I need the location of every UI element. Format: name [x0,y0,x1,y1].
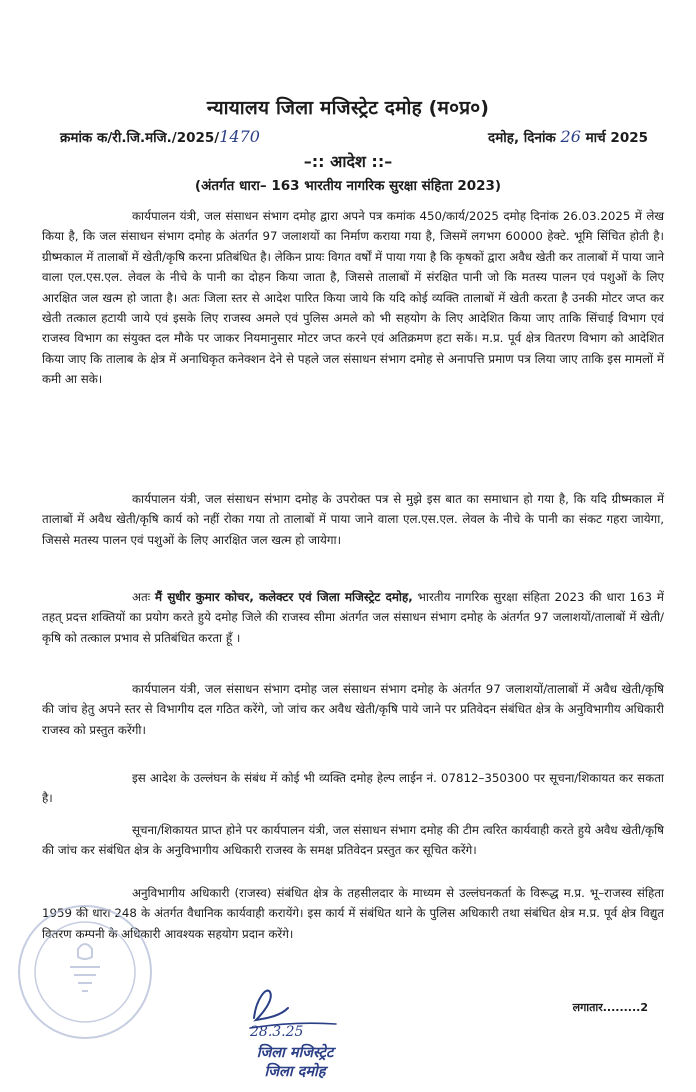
order-text: भारतीय नागरिक सुरक्षा संहिता 2023 की धारा 163 में तहत् प्रदत्त शक्तियों का प्रयोग करते हुये दमोह जिले की राजस्व सीमा अंतर्गत जल संसाधन संभाग दमोह के अंतर्गत 97 जलाशयों/तालाबों में खेती/कृषि को तत्काल प्रभाव से प्रतिबंधित करता हूँ । [42,590,664,645]
paragraph-helpline: इस आदेश के उल्लंघन के संबंध में कोई भी व्यक्ति दमोह हेल्प लाईन नं. 07812–350300 पर सूचना/शिकायत कर सकता है। [42,771,664,806]
date-day-handwritten: 26 [560,127,581,146]
court-title: न्यायालय जिला मजिस्ट्रेट दमोह (म०प्र०) [206,97,490,119]
reference-prefix: क्रमांक क/री.जि.मजि./2025/ [60,130,220,146]
reference-number [60,127,260,146]
paragraph-request: कार्यपालन यंत्री, जल संसाधन संभाग दमोह द्वारा अपने पत्र कमांक 450/कार्य/2025 दमोह दिनांक 26.03.2025 में लेख किया है, कि जल संसाधन संभाग दमोह के अंतर्गत 97 जलाशयों का निर्माण कराया गया है, जिसमें लगभग 60000 हेक्टे. भूमि सिंचित होती है। ग्रीष्मकाल में तालाबों में खेती/कृषि करना प्रतिबंधित है। लेकिन प्रायः विगत वर्षों में पाया गया है कि कृषकों द्वारा अवैध खेती कर तालाबों में पाया जाने वाला एल.एस.एल. लेवल के नीचे के पानी का दोहन किया जाता है, जिससे तालाबों में संरक्षित पानी जो कि मतस्य पालन एवं पशुओं के लिए आरक्षित जल खत्म हो जाता है। अतः जिला स्तर से आदेश पारित किया जाये कि यदि कोई व्यक्ति तालाबों में खेती करता है उनकी मोटर जप्त कर खेती तत्काल हटायी जाये एवं इसके लिए राजस्व अमले एवं पुलिस अमले को भी सहयोग के लिए आदेशित किया जाए ताकि सिंचाई विभाग एवं राजस्व विभाग का संयुक्त दल मौके पर जाकर नियमानुसार मोटर जप्त करने एवं अतिक्रमण हटा सकें। म.प्र. पूर्व क्षेत्र वितरण विभाग को आदेशित किया जाए कि तालाब के क्षेत्र में अनाधिकृत कनेक्शन देने से पहले जल संसाधन संभाग दमोह से अनापत्ति प्रमाण पत्र लिया जाए ताकि इस मामलों में कमी आ सके। [42,209,664,387]
signature-title-line1: जिला मजिस्ट्रेट [256,1045,334,1061]
magistrate-name: मैं सुधीर कुमार कोचर, कलेक्टर एवं जिला मजिस्ट्रेट दमोह, [155,590,413,604]
seal-graphic [20,907,150,1037]
order-subheading: (अंतर्गत धारा– 163 भारतीय नागरिक सुरक्षा संहिता 2023) [194,178,502,194]
order-date [488,127,648,146]
signature-title [230,1044,360,1082]
date-suffix: मार्च 2025 [585,130,648,146]
order-heading: –:: आदेश ::– [303,152,393,171]
paragraph-complaint-action: सूचना/शिकायत प्राप्त होने पर कार्यपालन यंत्री, जल संसाधन संभाग दमोह की टीम त्वरित कार्यवाही करते हुये अवैध खेती/कृषि की जांच कर संबंधित क्षेत्र के अनुविभागीय अधिकारी राजस्व के समक्ष प्रतिवेदन प्रस्तुत कर सूचित करेंगे। [42,823,664,858]
signature-date: 28.3.25 [250,1024,304,1040]
paragraph-inspection-team: कार्यपालन यंत्री, जल संसाधन संभाग दमोह जल संसाधन संभाग दमोह के अंतर्गत 97 जलाशयों/तालाबों में अवैध खेती/कृषि की जांच हेतु अपने स्तर से विभागीय दल गठित करेंगे, जो जांच कर अवैध खेती/कृषि पाये जाने पर प्रतिवेदन संबंधित क्षेत्र के अनुविभागीय अधिकारी राजस्व को प्रस्तुत करेंगी। [42,682,664,737]
signature-title-line2: जिला दमोह [264,1064,326,1080]
continued-marker: लगातार.........2 [572,1001,648,1014]
paragraph-legal-action: अनुविभागीय अधिकारी (राजस्व) संबंधित क्षेत्र के तहसीलदार के माध्यम से उल्लंघनकर्ता के विरूद्ध म.प्र. भू–राजस्व संहिता 1959 की धारा 248 के अंतर्गत वैधानिक कार्यवाही करायेंगे। इस कार्य में संबंधित थाने के पुलिस अधिकारी तथा संबंधित क्षेत्र म.प्र. पूर्व क्षेत्र विद्युत वितरण कम्पनी के अधिकारी आवश्यक सहयोग प्रदान करेंगे। [42,886,664,941]
date-prefix: दमोह, दिनांक [488,130,556,146]
reference-number-handwritten: 1470 [219,127,260,146]
paragraph-satisfaction: कार्यपालन यंत्री, जल संसाधन संभाग दमोह के उपरोक्त पत्र से मुझे इस बात का समाधान हो गया है, कि यदि ग्रीष्मकाल में तालाबों में अवैध खेती/कृषि कार्य को नहीं रोका गया तो तालाबों में पाया जाने वाला एल.एस.एल. लेवल के नीचे के पानी का संकट गहरा जायेगा, जिससे मतस्य पालन एवं पशुओं के लिए आरक्षित जल खत्म हो जायेगा। [42,492,664,547]
order-lead: अतः [132,590,151,604]
paragraph-order [42,587,664,648]
official-seal-stamp [18,905,152,1039]
